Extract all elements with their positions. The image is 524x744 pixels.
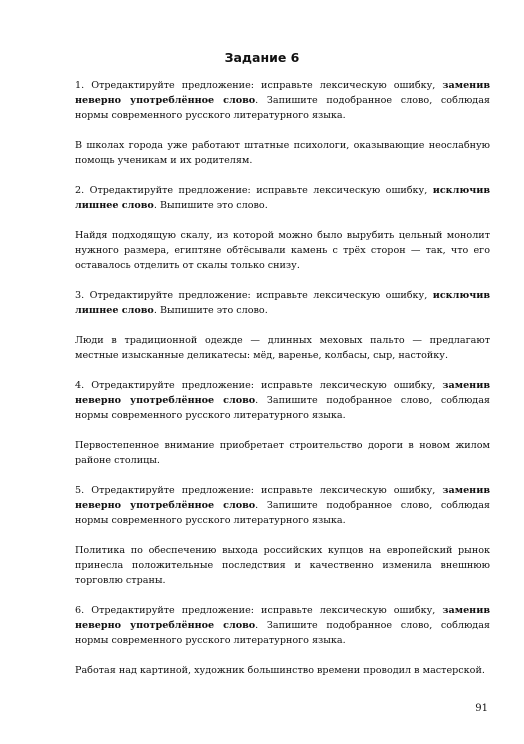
instruction-bold: заменив неверно употреблённое слово (75, 485, 490, 511)
instruction-text: . Выпишите это слово. (153, 305, 268, 316)
instruction-text: 1. Отредактируйте предложение: исправьте лексическую ошибку, (75, 80, 443, 91)
instruction-bold: исключив лишнее слово (75, 290, 490, 316)
task-2-sentence: Найдя подходящую скалу, из которой можно было вырубить цельный монолит нужного размера, египтяне обтёсывали камень с трёх сторон — так, что его оставалось отделить от скалы только снизу. (75, 230, 490, 271)
task-6-sentence: Работая над картиной, художник большинство времени проводил в мастерской. (75, 665, 485, 676)
task-1-sentence: В школах города уже работают штатные психологи, оказывающие неослабную помощь ученикам и их родителям. (75, 140, 490, 166)
instruction-bold: заменив неверно употреблённое слово (75, 380, 490, 406)
task-list (75, 78, 490, 693)
instruction-text: 4. Отредактируйте предложение: исправьте лексическую ошибку, (75, 380, 443, 391)
task-4-sentence: Первостепенное внимание приобретает строительство дороги в новом жилом районе столицы. (75, 440, 490, 466)
task-5-instruction (75, 483, 490, 528)
task-2-instruction (75, 183, 490, 213)
task-1-instruction (75, 78, 490, 123)
page-number: 91 (475, 703, 488, 714)
instruction-text: . Запишите подобранное слово, соблюдая нормы современного русского литературного языка. (75, 395, 490, 421)
instruction-bold: исключив лишнее слово (75, 185, 490, 211)
instruction-bold: заменив неверно употреблённое слово (75, 605, 490, 631)
task-3-sentence: Люди в традиционной одежде — длинных меховых пальто — предлагают местные изысканные деликатесы: мёд, варенье, колбасы, сыр, настойку. (75, 335, 490, 361)
instruction-text: 6. Отредактируйте предложение: исправьте лексическую ошибку, (75, 605, 443, 616)
instruction-text: 3. Отредактируйте предложение: исправьте лексическую ошибку, (75, 290, 433, 301)
instruction-text: . Запишите подобранное слово, соблюдая нормы современного русского литературного языка. (75, 620, 490, 646)
instruction-text: . Запишите подобранное слово, соблюдая нормы современного русского литературного языка. (75, 500, 490, 526)
task-5-sentence: Политика по обеспечению выхода российских купцов на европейский рынок принесла положительные последствия и качественно изменила внешнюю торговлю страны. (75, 545, 490, 586)
instruction-text: 5. Отредактируйте предложение: исправьте лексическую ошибку, (75, 485, 443, 496)
instruction-text: . Запишите подобранное слово, соблюдая нормы современного русского литературного языка. (75, 95, 490, 121)
instruction-text: . Выпишите это слово. (153, 200, 268, 211)
page-title: Задание 6 (224, 50, 300, 65)
instruction-text: 2. Отредактируйте предложение: исправьте лексическую ошибку, (75, 185, 433, 196)
task-6-instruction (75, 603, 490, 648)
task-4-instruction (75, 378, 490, 423)
instruction-bold: заменив неверно употреблённое слово (75, 80, 490, 106)
task-3-instruction (75, 288, 490, 318)
